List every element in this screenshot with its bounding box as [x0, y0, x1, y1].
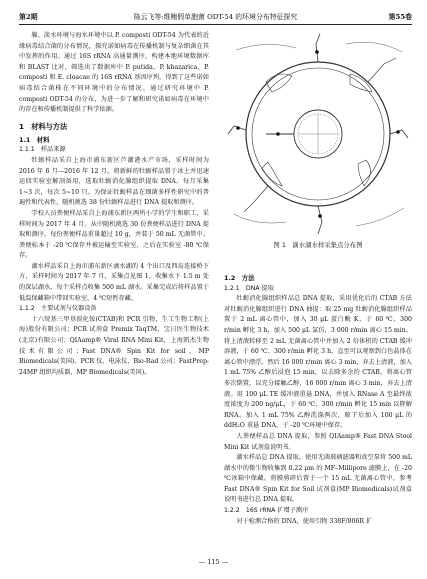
lake-sampling-map: [226, 30, 410, 236]
running-title: 陈云飞等:维鲍假单胞菌 ODT-54 的环境分布特征探究: [133, 13, 298, 21]
sampling-point: [236, 126, 240, 130]
running-header: [19, 10, 412, 25]
left-column: [19, 31, 209, 551]
subsubsection-heading-samples: 1.1.1 样品来源: [19, 146, 66, 154]
issue-number: 第2期: [19, 13, 38, 21]
figure-caption: 图 1 滴水湖水样采集点分布图: [273, 241, 363, 249]
subsubsection-heading-reagents: 1.1.2 主要试剂与仪器设备: [19, 305, 97, 313]
section-heading-materials-methods: 1 材料与方法: [19, 121, 68, 131]
subsubsection-heading-amplicon-sequencing: 1.2.2 16S rRNA 扩增子测序: [224, 507, 309, 515]
oyster-sample-paragraph: 牡蛎样品采自上海市浦东新区芦潮港水产市场，采样时间为 2016 年 6 月—2016 年 12 月。将新鲜的牡蛎样品置于冰上并迅速运回实验室解剖备用，选取牡蛎消化腺组织提取 DNA。每月采集 1~3 次，每次 5~10 只。为保证牡蛎样品在细菌多样性研究中的普遍性和代表性，随机挑选 38 份牡蛎样品进行 DNA 提取和测序。: [19, 156, 209, 207]
subsection-heading-materials: 1.1 材料: [19, 135, 50, 144]
lake-dna-paragraph: 湖水样品总 DNA 提取，使用无菌玻璃滤器和真空泵将 500 mL 湖水中的微生物收集到 0.22 μm 的 MF–Millipore 滤膜上，在 -20 ℃冰箱中保藏。将膜剪碎后置于一个 15 mL 无菌离心管中，参考 Fast DNA® Spin Kit for Soil 试剂盒(MP Biomedicals)试剂盒说明书进行总 DNA 提取。: [224, 454, 412, 504]
volume-number: 第55卷: [388, 13, 412, 21]
subsubsection-heading-dna-extraction: 1.2.1 DNA 提取: [224, 284, 274, 292]
sampling-point: [396, 130, 400, 134]
right-column: [224, 273, 412, 553]
sampling-point: [318, 214, 322, 218]
human-dna-paragraph: 人粪便样品总 DNA 提取，参照 QIAamp® Fast DNA Stool Mini Kit 试剂盒说明书。: [224, 432, 412, 451]
intro-paragraph: 腺、淡水环境与海水环境中以 P. composti ODT-54 为代表的近缘病毒结合菌的分布情况，探究诺如病毒在传播机制与复杂细菌在其中发挥的作用。通过 16S rRNA 高通量测序，构建本地环境数据库和 BLAST 比对，筛选出了数据库中 P. putida、P. khazarica、P. composti 和 E. cloacae 的 16S rRNA 基因序列，得到了这些诺如病毒结合菌株在不同环境中的分布情况。通过研究环境中 P. composti ODT-54 的分布，为进一步了解和研究诺如病毒在环境中的存在和传播机制提供了科学依据。: [19, 32, 209, 114]
subsection-heading-methods: 1.2 方法: [224, 274, 255, 282]
oyster-dna-paragraph: 牡蛎消化腺组织样品总 DNA 提取，采用优化后的 CTAB 方法对牡蛎消化腺组织进行 DNA 抽提：取 25 mg 牡蛎消化腺组织样品置于 2 mL 离心管中，加入 30 μL 蛋白酶 K，于 60 ℃、300 r/min 孵化 3 h，加入 500 μL 氯仿，3 000 r/min 离心 15 min。将上清液转移至 2 mL 无菌离心管中并加入 2 倍体积的 CTAB 缓冲溶液，于 60 ℃、300 r/min 孵化 3 h，直至可以观察到白色晶体在离心管中漂浮。然后 16 000 r/min 离心 3 min，弃去上清液，加入 1 mL 75% 乙醇后浸泡 15 min，以去除多余的 CTAB，将离心管多次倒置，以充分接触乙醇，16 000 r/min 离心 3 min，弃去上清液。用 100 μL TE 缓冲液重悬 DNA，并加入 RNase A 至最终浓度浓度为 200 ng/μL，于 60 ℃、300 r/min 孵化 15 min 以降解 RNA。加入 1 mL 75% 乙醇洗涤两次，晾干后加入 100 μL 的 ddH₂O 重悬 DNA，于 -20 ℃环境中保存。: [224, 295, 412, 430]
sampling-point: [315, 50, 319, 54]
amplicon-paragraph: 对于检测合格的 DNA，使用引物 338F/806R 扩: [236, 517, 373, 525]
page-number: — 115 —: [198, 558, 229, 566]
sampling-point: [276, 132, 280, 136]
human-sample-paragraph: 学校人员粪便样品采自上海浦东新区两所小学的学生和职工，采样时间为 2017 年 4 月。从中随机挑选 30 份粪便样品进行 DNA 提取和测序。每份粪便样品重量超过 10 g，并装于 50 mL 无菌管中。粪便标本于 -20 ℃保存并被运输至实验室，之后在实验室 -80 ℃保存。: [19, 209, 209, 260]
lake-sample-paragraph: 湖水样品采自上海市浦东新区滴水湖的 4 个出口及西岛连接桥下方，采样时间为 2017 年 7 月，采集点见图 1。收集水下 1.5 m 处的深层湖水，每个采样点收集 500 mL 湖水。采集完成后将样品置于低温保藏箱中带回实验室，4 ℃短暂存藏。: [19, 262, 209, 302]
reagents-paragraph: 十六烷基三甲基溴化铵(CTAB)和 PCR 引物，生工生物工程(上海)股份有限公司；PCR 试剂盒 Premix TaqTM，宝日医生物技术(北京)有限公司；QIAamp® Viral RNA Mini Kit，上海凯杰生物技术有限公司；Fast DNA® Spin Kit for soil，MP Biomedicals(美国)。PCR 仪、电泳仪，Bio-Rad 公司；FastPrep-24MP 组织均质器，MP Biomedicals(美国)。: [19, 315, 209, 376]
